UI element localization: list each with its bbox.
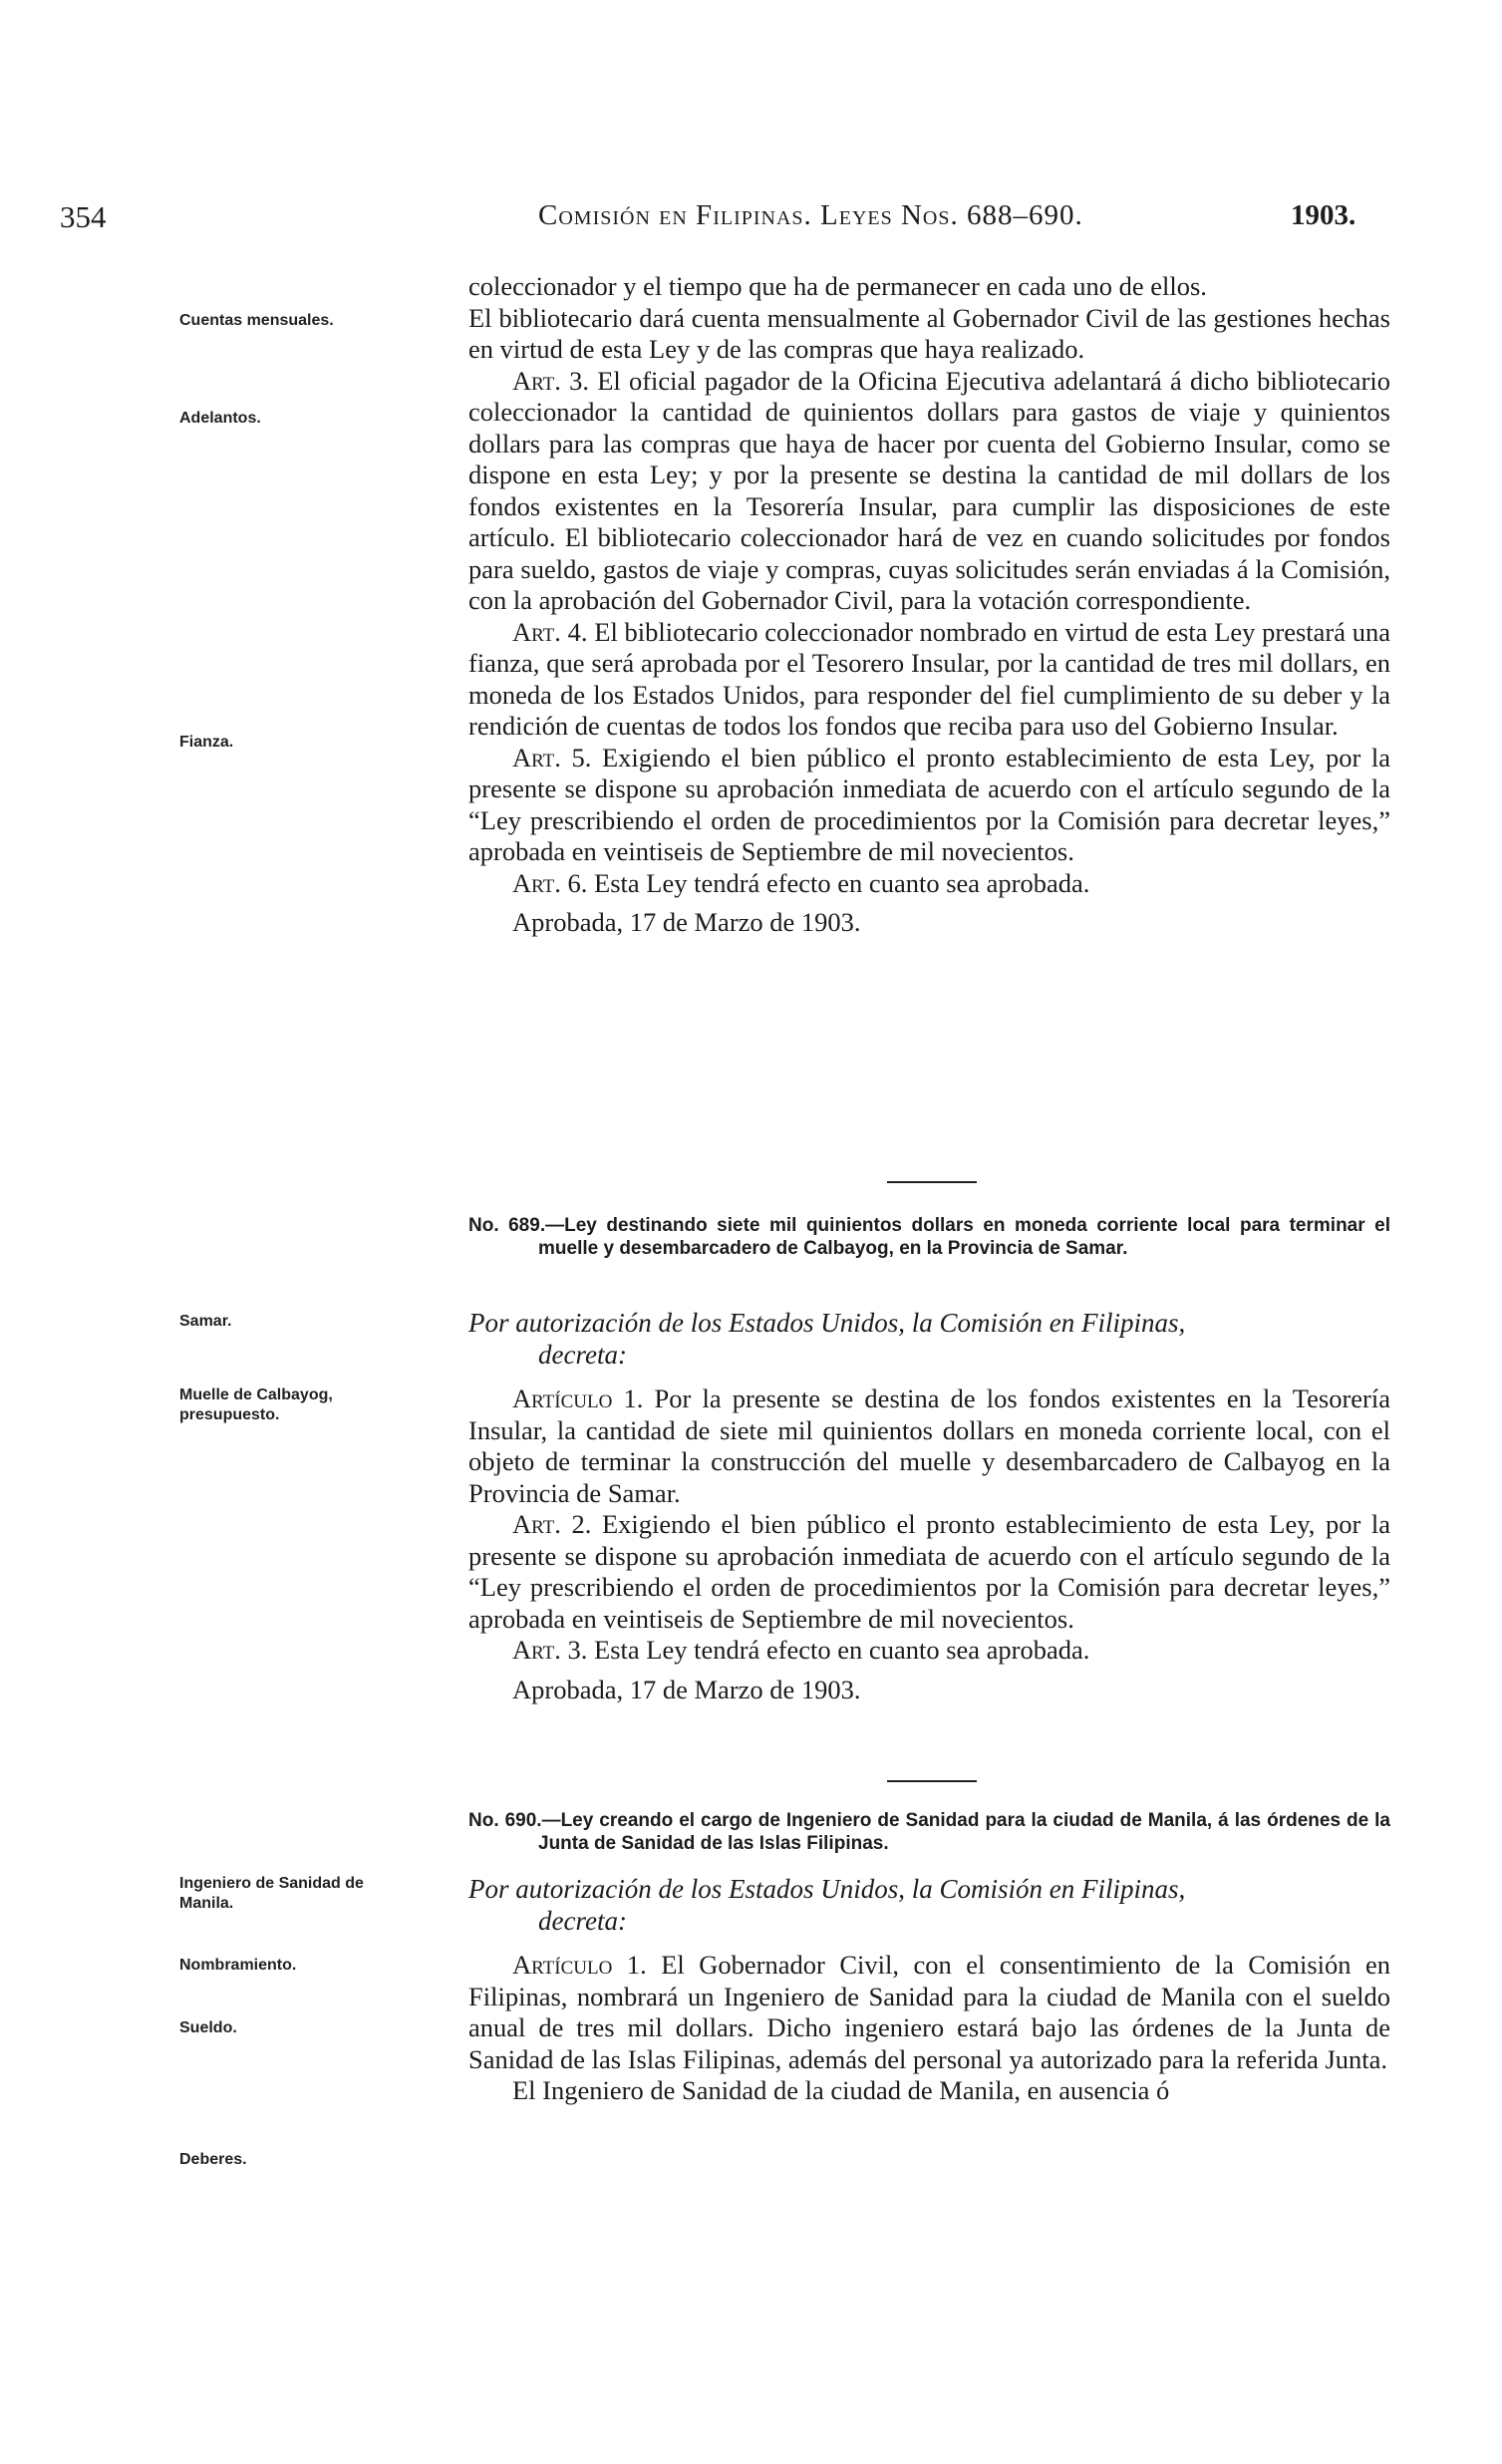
- margin-note-cuentas: Cuentas mensuales.: [179, 312, 334, 329]
- margin-note-nombramiento: Nombramiento.: [179, 1957, 297, 1974]
- law-689-preamble: Por autorización de los Estados Unidos, la Comisión en Filipinas, decreta:: [468, 1308, 1186, 1370]
- paragraph: El Ingeniero de Sanidad de la ciudad de Manila, en ausencia ó: [512, 2075, 1170, 2105]
- law-689-heading: No. 689.—Ley destinando siete mil quinientos dollars en moneda corriente local para terminar el muelle y desembarcadero de Calbayog, en la Provincia de Samar.: [468, 1215, 1390, 1259]
- page-number: 354: [60, 199, 107, 234]
- law-690-heading: No. 690.—Ley creando el cargo de Ingeniero de Sanidad para la ciudad de Manila, á las órdenes de la Junta de Sanidad de las Islas Filipinas.: [468, 1810, 1390, 1854]
- margin-note-muelle: Muelle de Calbayog, presupuesto.: [179, 1386, 333, 1423]
- article-1: Artículo 1. El Gobernador Civil, con el consentimiento de la Comisión en Filipinas, nombrará un Ingeniero de Sanidad para la ciudad de Manila con el sueldo anual de tres mil dollars. Dicho ingeniero estará bajo las órdenes de la Junta de Sanidad de las Islas Filipinas, además del personal ya autorizado para la referida Junta.: [468, 1950, 1391, 2074]
- article-3: Art. 3. Esta Ley tendrá efecto en cuanto sea aprobada.: [512, 1635, 1090, 1665]
- margin-note-ingeniero: Ingeniero de Sanidad de Manila.: [179, 1875, 364, 1912]
- header-title: Comisión en Filipinas. Leyes Nos. 688–690.: [538, 199, 1083, 231]
- running-header: [60, 199, 1356, 249]
- article-5: Art. 5. Exigiendo el bien público el pronto establecimiento de esta Ley, por la presente se dispone su aprobación inmediata de acuerdo con el artículo segundo de la “Ley prescribiendo el orden de procedimientos por la Comisión para decretar leyes,” aprobada en veintiseis de Septiembre de mil novecientos.: [468, 742, 1390, 866]
- law-690-preamble: Por autorización de los Estados Unidos, la Comisión en Filipinas, decreta:: [468, 1874, 1186, 1936]
- paragraph: El bibliotecario dará cuenta mensualmente al Gobernador Civil de las gestiones hechas en virtud de esta Ley y de las compras que haya realizado.: [468, 302, 1390, 364]
- header-year: 1903.: [1291, 199, 1356, 231]
- law-690-text: [468, 1950, 1390, 2107]
- margin-note-sueldo: Sueldo.: [179, 2019, 237, 2036]
- margin-note-deberes: Deberes.: [179, 2151, 247, 2168]
- section-divider: [887, 1181, 977, 1183]
- law-689-text: [468, 1384, 1390, 1705]
- article-6: Art. 6. Esta Ley tendrá efecto en cuanto sea aprobada.: [512, 867, 1090, 898]
- margin-note-fianza: Fianza.: [179, 734, 234, 751]
- article-2: Art. 2. Exigiendo el bien público el pronto establecimiento de esta Ley, por la presente se dispone su aprobación inmediata de acuerdo con el artículo segundo de la “Ley prescribiendo el orden de procedimientos por la Comisión para decretar leyes,” aprobada en veintiseis de Septiembre de mil novecientos.: [468, 1509, 1390, 1634]
- paragraph: coleccionador y el tiempo que ha de permanecer en cada uno de ellos.: [468, 271, 1207, 301]
- article-4: Art. 4. El bibliotecario coleccionador nombrado en virtud de esta Ley prestará una fianza, que será aprobada por el Tesorero Insular, por la cantidad de tres mil dollars, en moneda de los Estados Unidos, para responder del fiel cumplimiento de su deber y la rendición de cuentas de todos los fondos que reciba para uso del Gobierno Insular.: [468, 616, 1390, 741]
- article-3: Art. 3. El oficial pagador de la Oficina Ejecutiva adelantará á dicho bibliotecario coleccionador la cantidad de quinientos dollars para gastos de viaje y quinientos dollars para las compras que haya de hacer por cuenta del Gobierno Insular, como se dispone en esta Ley; y por la presente se destina la cantidad de mil dollars de los fondos existentes en la Tesorería Insular, para cumplir las disposiciones de este artículo. El bibliotecario coleccionador hará de vez en cuando solicitudes por fondos para sueldo, gastos de viaje y compras, cuyas solicitudes serán enviadas á la Comisión, con la aprobación del Gobernador Civil, para la votación correspondiente.: [468, 365, 1391, 615]
- margin-note-adelantos: Adelantos.: [179, 410, 261, 427]
- margin-note-samar: Samar.: [179, 1313, 232, 1330]
- section-divider: [887, 1780, 977, 1782]
- law-688-text: [468, 271, 1390, 939]
- approval-date: Aprobada, 17 de Marzo de 1903.: [512, 907, 861, 937]
- article-1: Artículo 1. Por la presente se destina de los fondos existentes en la Tesorería Insular, la cantidad de siete mil quinientos dollars en moneda corriente local, con el objeto de terminar la construcción del muelle y desembarcadero de Calbayog en la Provincia de Samar.: [468, 1384, 1390, 1508]
- approval-date: Aprobada, 17 de Marzo de 1903.: [512, 1674, 861, 1704]
